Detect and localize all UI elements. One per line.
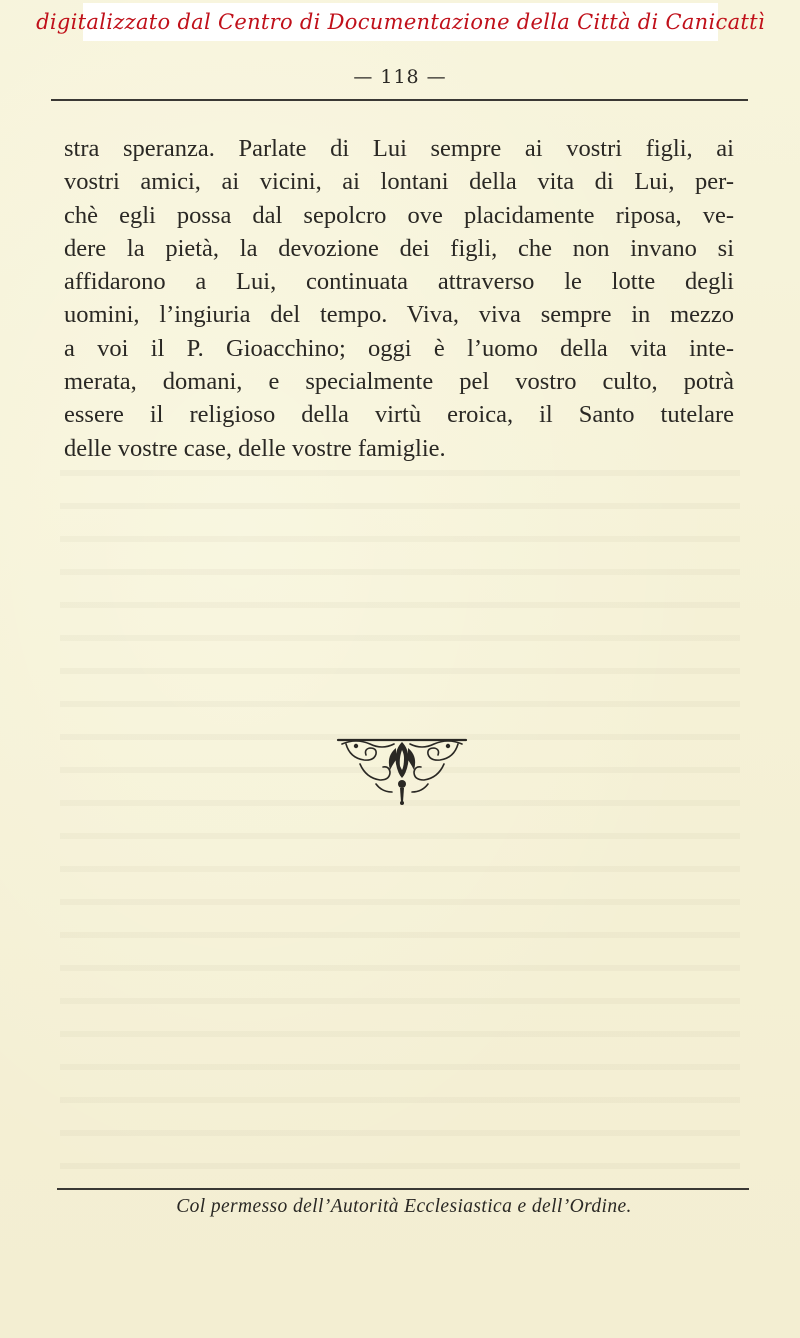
- digitization-watermark: [36, 3, 765, 41]
- body-paragraph: [64, 132, 734, 465]
- text-line: vostri amici, ai vicini, ai lontani della vita di Lui, per-: [64, 168, 734, 196]
- floral-tailpiece-icon: [336, 734, 468, 806]
- text-line: a voi il P. Gioacchino; oggi è l’uomo della vita inte-: [64, 334, 734, 362]
- text-line: merata, domani, e specialmente pel vostro culto, potrà: [64, 368, 734, 396]
- paper-texture: [60, 470, 740, 1170]
- text-line: chè egli possa dal sepolcro ove placidamente riposa, ve-: [64, 201, 734, 229]
- text-line: stra speranza. Parlate di Lui sempre ai vostri figli, ai: [64, 135, 734, 162]
- text-line: essere il religioso della virtù eroica, il Santo tutelare: [64, 401, 734, 429]
- text-line: uomini, l’ingiuria del tempo. Viva, viva sempre in mezzo: [64, 301, 734, 329]
- header-rule: [51, 99, 748, 101]
- text-line: dere la pietà, la devozione dei figli, che non invano si: [64, 234, 734, 262]
- footer-rule: [57, 1188, 749, 1190]
- imprimatur-note: Col permesso dell’Autorità Ecclesiastica e dell’Ordine.: [176, 1196, 632, 1217]
- text-line: affidarono a Lui, continuata attraverso le lotte degli: [64, 268, 734, 296]
- text-line: delle vostre case, delle vostre famiglie.: [64, 434, 446, 462]
- watermark-text: digitalizzato dal Centro di Documentazione della Città di Canicattì: [36, 10, 765, 34]
- page-number: — 118 —: [353, 66, 447, 88]
